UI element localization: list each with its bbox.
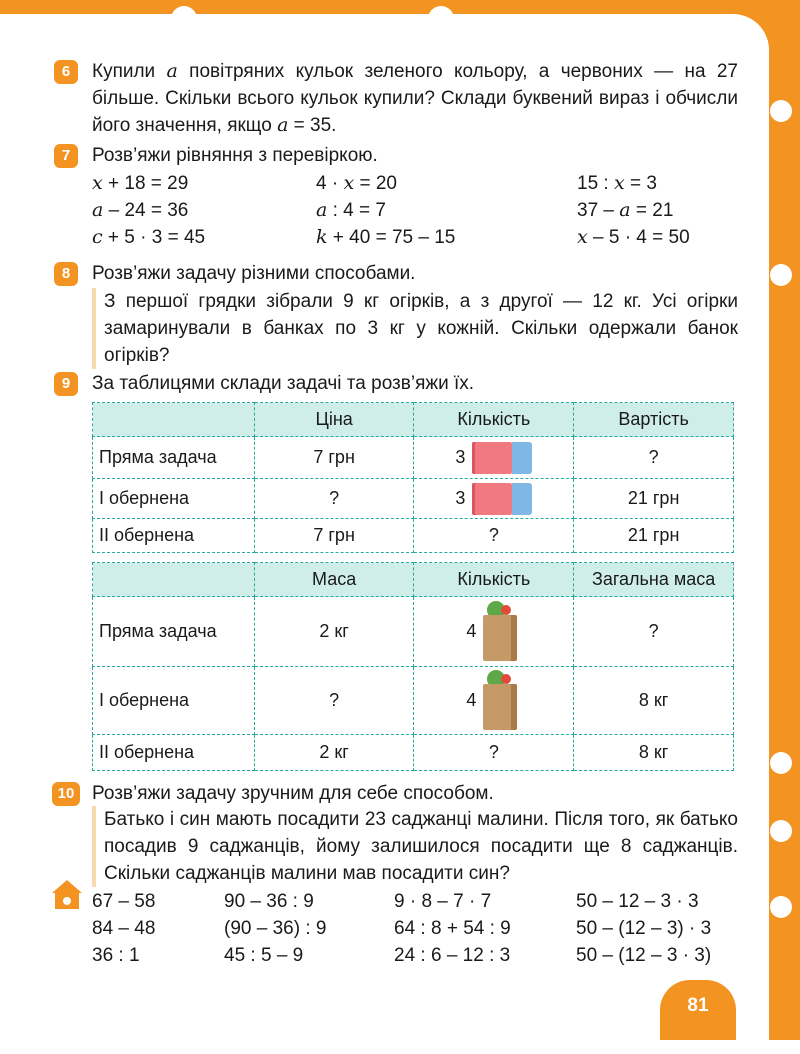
task10-problem-box xyxy=(92,806,738,887)
table-cell xyxy=(414,437,574,479)
table-header-cell: Маса xyxy=(254,563,414,597)
equation: 37 – a = 21 xyxy=(577,199,674,221)
row-label: І обернена xyxy=(93,479,255,519)
table-header-cell: Загальна маса xyxy=(574,563,734,597)
homework-expression: 90 – 36 : 9 xyxy=(224,891,314,912)
task7-prompt: Розв’яжи рівняння з перевіркою. xyxy=(92,145,378,166)
grocery-bag-icon xyxy=(481,670,521,732)
table-header-cell: Кількість xyxy=(414,403,574,437)
task-number-badge: 6 xyxy=(54,60,78,84)
page-number: 81 xyxy=(660,980,736,1040)
binder-hole xyxy=(770,264,792,286)
homework-expression: 50 – (12 – 3) · 3 xyxy=(576,918,712,939)
table-cell: 7 грн xyxy=(254,437,414,479)
table-row xyxy=(93,519,734,553)
task8-problem-box xyxy=(92,288,738,369)
equation: x + 18 = 29 xyxy=(92,172,189,194)
right-frame xyxy=(768,0,800,1040)
task-number-badge: 7 xyxy=(54,144,78,168)
homework-expression: (90 – 36) : 9 xyxy=(224,918,327,939)
homework-expression: 24 : 6 – 12 : 3 xyxy=(394,945,511,966)
quantity-value: 3 xyxy=(455,446,466,467)
homework-expression: 36 : 1 xyxy=(92,945,140,966)
table-header-cell xyxy=(93,403,255,437)
homework-expression: 84 – 48 xyxy=(92,918,156,939)
homework-expression: 67 – 58 xyxy=(92,891,156,912)
task10-prompt: Розв’яжи задачу зручним для себе способом. xyxy=(92,783,494,804)
table-row xyxy=(93,667,734,735)
table-cell: ? xyxy=(254,479,414,519)
table-header-cell: Вартість xyxy=(574,403,734,437)
homework-expression: 45 : 5 – 9 xyxy=(224,945,304,966)
grocery-bag-icon xyxy=(481,601,521,663)
quantity-value: 4 xyxy=(466,689,477,710)
table-cell: 21 грн xyxy=(574,519,734,553)
price-table xyxy=(92,402,734,553)
task8-problem: З першої грядки зібрали 9 кг огірків, а з другої — 12 кг. Усі огірки замаринували в банках по 3 кг у кожній. Скільки одержали банок огірків? xyxy=(104,291,738,366)
notebook-icon xyxy=(470,442,532,474)
row-label: І обернена xyxy=(93,667,255,735)
table-cell: 21 грн xyxy=(574,479,734,519)
equation: 15 : x = 3 xyxy=(577,172,657,194)
table-cell xyxy=(414,479,574,519)
top-notch xyxy=(171,6,197,32)
table-cell: 2 кг xyxy=(254,735,414,771)
equation: k + 40 = 75 – 15 xyxy=(316,226,456,248)
home-icon xyxy=(52,880,82,910)
task8-prompt: Розв’яжи задачу різними способами. xyxy=(92,263,416,284)
table-row xyxy=(93,437,734,479)
mass-table xyxy=(92,562,734,771)
notebook-icon xyxy=(470,483,532,515)
table-header-cell: Кількість xyxy=(414,563,574,597)
equation: a – 24 = 36 xyxy=(92,199,189,221)
equation: c + 5 · 3 = 45 xyxy=(92,226,206,248)
table-cell: 7 грн xyxy=(254,519,414,553)
table-cell xyxy=(414,597,574,667)
task-number-badge: 9 xyxy=(54,372,78,396)
homework-expression: 50 – 12 – 3 · 3 xyxy=(576,891,699,912)
binder-hole xyxy=(770,752,792,774)
row-label: ІІ обернена xyxy=(93,519,255,553)
task-number-badge: 8 xyxy=(54,262,78,286)
task-number-badge: 10 xyxy=(52,782,80,806)
table-cell: 2 кг xyxy=(254,597,414,667)
binder-hole xyxy=(770,820,792,842)
table-cell: ? xyxy=(574,597,734,667)
table-cell xyxy=(414,667,574,735)
table-row xyxy=(93,735,734,771)
task10-problem: Батько і син мають посадити 23 саджанці малини. Після того, як батько посадив 9 саджанців, йому залишилося посадити ще 8 саджанців. Скільки саджанців малини мав посадити син? xyxy=(104,809,738,884)
table-cell: 8 кг xyxy=(574,735,734,771)
equation: x – 5 · 4 = 50 xyxy=(577,226,690,248)
row-label: Пряма задача xyxy=(93,437,255,479)
table-header-cell xyxy=(93,563,255,597)
task9-prompt: За таблицями склади задачі та розв’яжи їх. xyxy=(92,373,475,394)
equation: 4 · x = 20 xyxy=(316,172,397,194)
homework-expression: 9 · 8 – 7 · 7 xyxy=(394,891,492,912)
table-row xyxy=(93,597,734,667)
table-cell: ? xyxy=(414,519,574,553)
row-label: ІІ обернена xyxy=(93,735,255,771)
table-cell: 8 кг xyxy=(574,667,734,735)
binder-hole xyxy=(770,896,792,918)
table-row xyxy=(93,479,734,519)
row-label: Пряма задача xyxy=(93,597,255,667)
table-cell: ? xyxy=(254,667,414,735)
homework-expression: 64 : 8 + 54 : 9 xyxy=(394,918,511,939)
binder-hole xyxy=(770,100,792,122)
equation: a : 4 = 7 xyxy=(316,199,386,221)
task6-text: Купили a повітряних кульок зеленого кольору, а червоних — на 27 більше. Скільки всього кульок купили? Склади буквений вираз і обчисли його значення, якщо a = 35. xyxy=(92,60,738,136)
table-cell: ? xyxy=(574,437,734,479)
quantity-value: 4 xyxy=(466,620,477,641)
table-header-cell: Ціна xyxy=(254,403,414,437)
quantity-value: 3 xyxy=(455,487,466,508)
homework-expression: 50 – (12 – 3 · 3) xyxy=(576,945,712,966)
top-notch xyxy=(428,6,454,32)
table-cell: ? xyxy=(414,735,574,771)
